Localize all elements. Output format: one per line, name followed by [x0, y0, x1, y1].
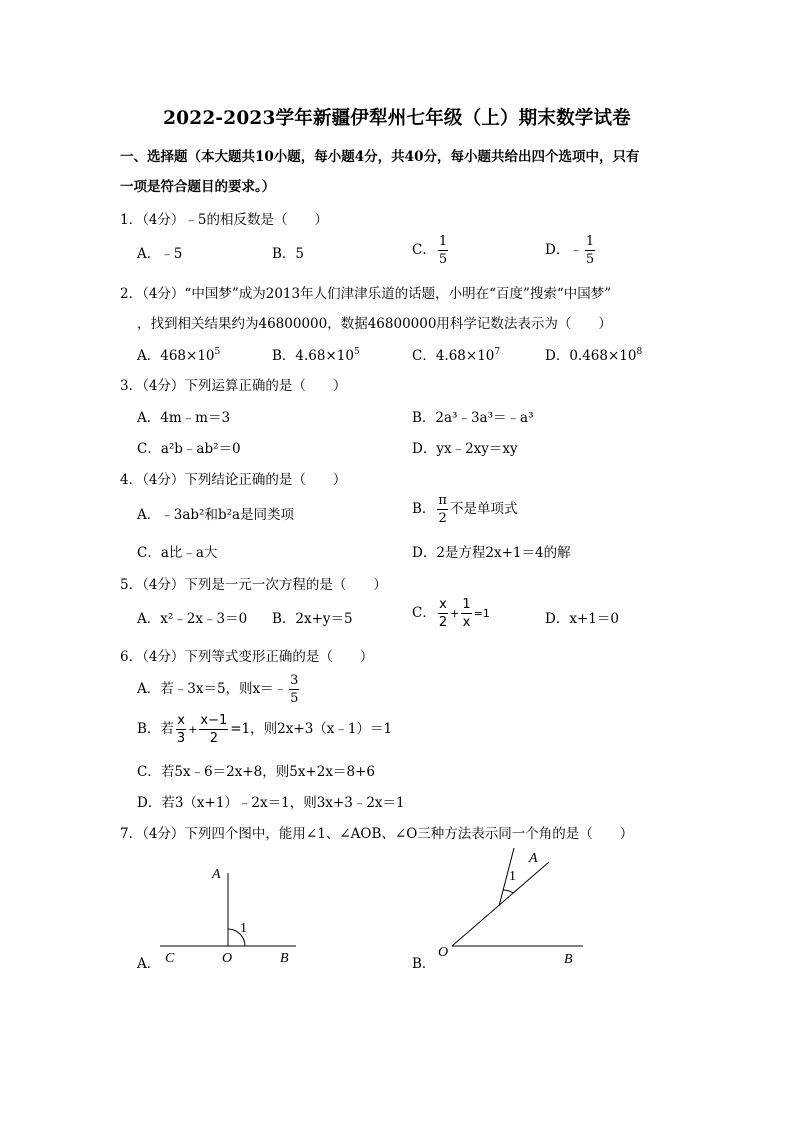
q5-c-num1: x	[439, 597, 447, 612]
fig-b-label-1: 1	[509, 869, 516, 884]
q1-option-a: A．﹣5	[137, 246, 183, 262]
q2-a-exp: 5	[214, 347, 221, 357]
q7-option-a-label: A．	[137, 956, 161, 972]
q6-b-num1: x	[177, 713, 185, 728]
q4-option-d: D．2是方程2x+1＝4的解	[412, 545, 571, 561]
q6-b-den1: 3	[176, 731, 186, 746]
q2-a-base: A．468×10	[137, 348, 215, 364]
question-3-stem: 3．（4分）下列运算正确的是（ ）	[120, 378, 347, 394]
q2-b-base: B．4.68×10	[272, 348, 354, 364]
fig-b-label-o: O	[438, 945, 449, 960]
q1-c-num: 1	[438, 234, 448, 249]
q1-d-prefix: D．﹣	[545, 242, 583, 258]
fig-b-angle-arc	[503, 890, 513, 893]
q5-option-d: D．x+1＝0	[545, 611, 619, 627]
q6-a-den: 5	[290, 691, 299, 706]
section-header-line2: 一项是符合题目的要求。）	[120, 179, 276, 195]
q4-option-c: C．a比﹣a大	[137, 545, 218, 561]
fig-b-ray-oa	[452, 862, 549, 946]
fig-a-label-a: A	[212, 867, 221, 882]
q5-c-den2: x	[462, 615, 471, 630]
fig-a-label-c: C	[165, 951, 175, 966]
q5-c-eq: =1	[473, 607, 490, 620]
q5-option-b: B．2x+y＝5	[272, 611, 353, 627]
q2-c-exp: 7	[494, 347, 501, 357]
q5-c-plus: +	[450, 607, 460, 620]
q4-b-suffix: 不是单项式	[449, 501, 518, 517]
fig-a-label-1: 1	[240, 921, 247, 936]
q5-c-num2: 1	[462, 597, 471, 612]
question-2-stem-line1: 2．（4分）“中国梦”成为2013年人们津津乐道的话题，小明在“百度”搜索“中国梦”	[120, 286, 612, 302]
q1-option-b: B．5	[272, 246, 305, 262]
q6-option-c: C．若5x﹣6＝2x+8，则5x+2x＝8+6	[137, 764, 375, 780]
q6-b-den2: 2	[209, 731, 218, 746]
q4-b-den: 2	[438, 511, 447, 526]
q1-d-den: 5	[585, 252, 595, 267]
q4-b-num: π	[438, 493, 447, 508]
fig-a-label-b: B	[280, 951, 289, 966]
section-header-line1: 一、选择题（本大题共10小题，每小题4分，共40分，每小题共给出四个选项中，只有	[120, 149, 640, 165]
q3-option-b: B．2a³﹣3a³＝﹣a³	[412, 410, 534, 426]
fig-a-label-o: O	[222, 951, 233, 966]
q6-b-suffix: =1，则2x+3（x﹣1）＝1	[230, 721, 393, 737]
q4-b-prefix: B．	[412, 501, 436, 517]
question-1-stem: 1．（4分）﹣5的相反数是（ ）	[120, 212, 329, 228]
q1-c-prefix: C．	[412, 242, 436, 258]
exam-title: 2022-2023学年新疆伊犁州七年级（上）期末数学试卷	[163, 108, 631, 129]
q3-option-a: A．4m﹣m＝3	[137, 410, 231, 426]
q1-c-den: 5	[438, 252, 448, 267]
q4-option-a: A．﹣3ab²和b²a是同类项	[137, 507, 295, 523]
q6-a-num: 3	[290, 673, 299, 688]
q2-d-exp: 8	[636, 347, 643, 357]
q6-option-d: D．若3（x+1）﹣2x＝1，则3x+3﹣2x＝1	[137, 795, 405, 811]
question-2-stem-line2: ，找到相关结果约为46800000，数据46800000用科学记数法表示为（ ）	[137, 316, 612, 332]
q5-option-a: A．x²﹣2x﹣3＝0	[137, 611, 248, 627]
q6-b-num2: x−1	[200, 713, 228, 728]
q5-c-prefix: C．	[412, 605, 436, 621]
q6-b-plus: +	[188, 723, 198, 736]
q6-a-text: A．若﹣3x＝5，则x＝﹣	[137, 681, 288, 697]
q2-d-base: D．0.468×10	[545, 348, 637, 364]
q5-c-den1: 2	[438, 615, 448, 630]
q6-b-prefix: B．若	[137, 721, 174, 737]
q3-option-c: C．a²b﹣ab²＝0	[137, 441, 241, 457]
question-5-stem: 5．（4分）下列是一元一次方程的是（ ）	[120, 577, 387, 593]
q2-c-base: C．4.68×10	[412, 348, 495, 364]
question-4-stem: 4．（4分）下列结论正确的是（ ）	[120, 472, 347, 488]
fig-b-label-b: B	[564, 952, 573, 967]
question-7-stem: 7．（4分）下列四个图中，能用∠1、∠AOB、∠O三种方法表示同一个角的是（ ）	[120, 826, 634, 842]
q7-option-b-label: B．	[412, 956, 436, 972]
question-6-stem: 6．（4分）下列等式变形正确的是（ ）	[120, 649, 374, 665]
q3-option-d: D．yx﹣2xy＝xy	[412, 441, 518, 457]
fig-b-label-a: A	[529, 851, 538, 866]
q2-b-exp: 5	[353, 347, 360, 357]
q1-d-num: 1	[585, 234, 595, 249]
